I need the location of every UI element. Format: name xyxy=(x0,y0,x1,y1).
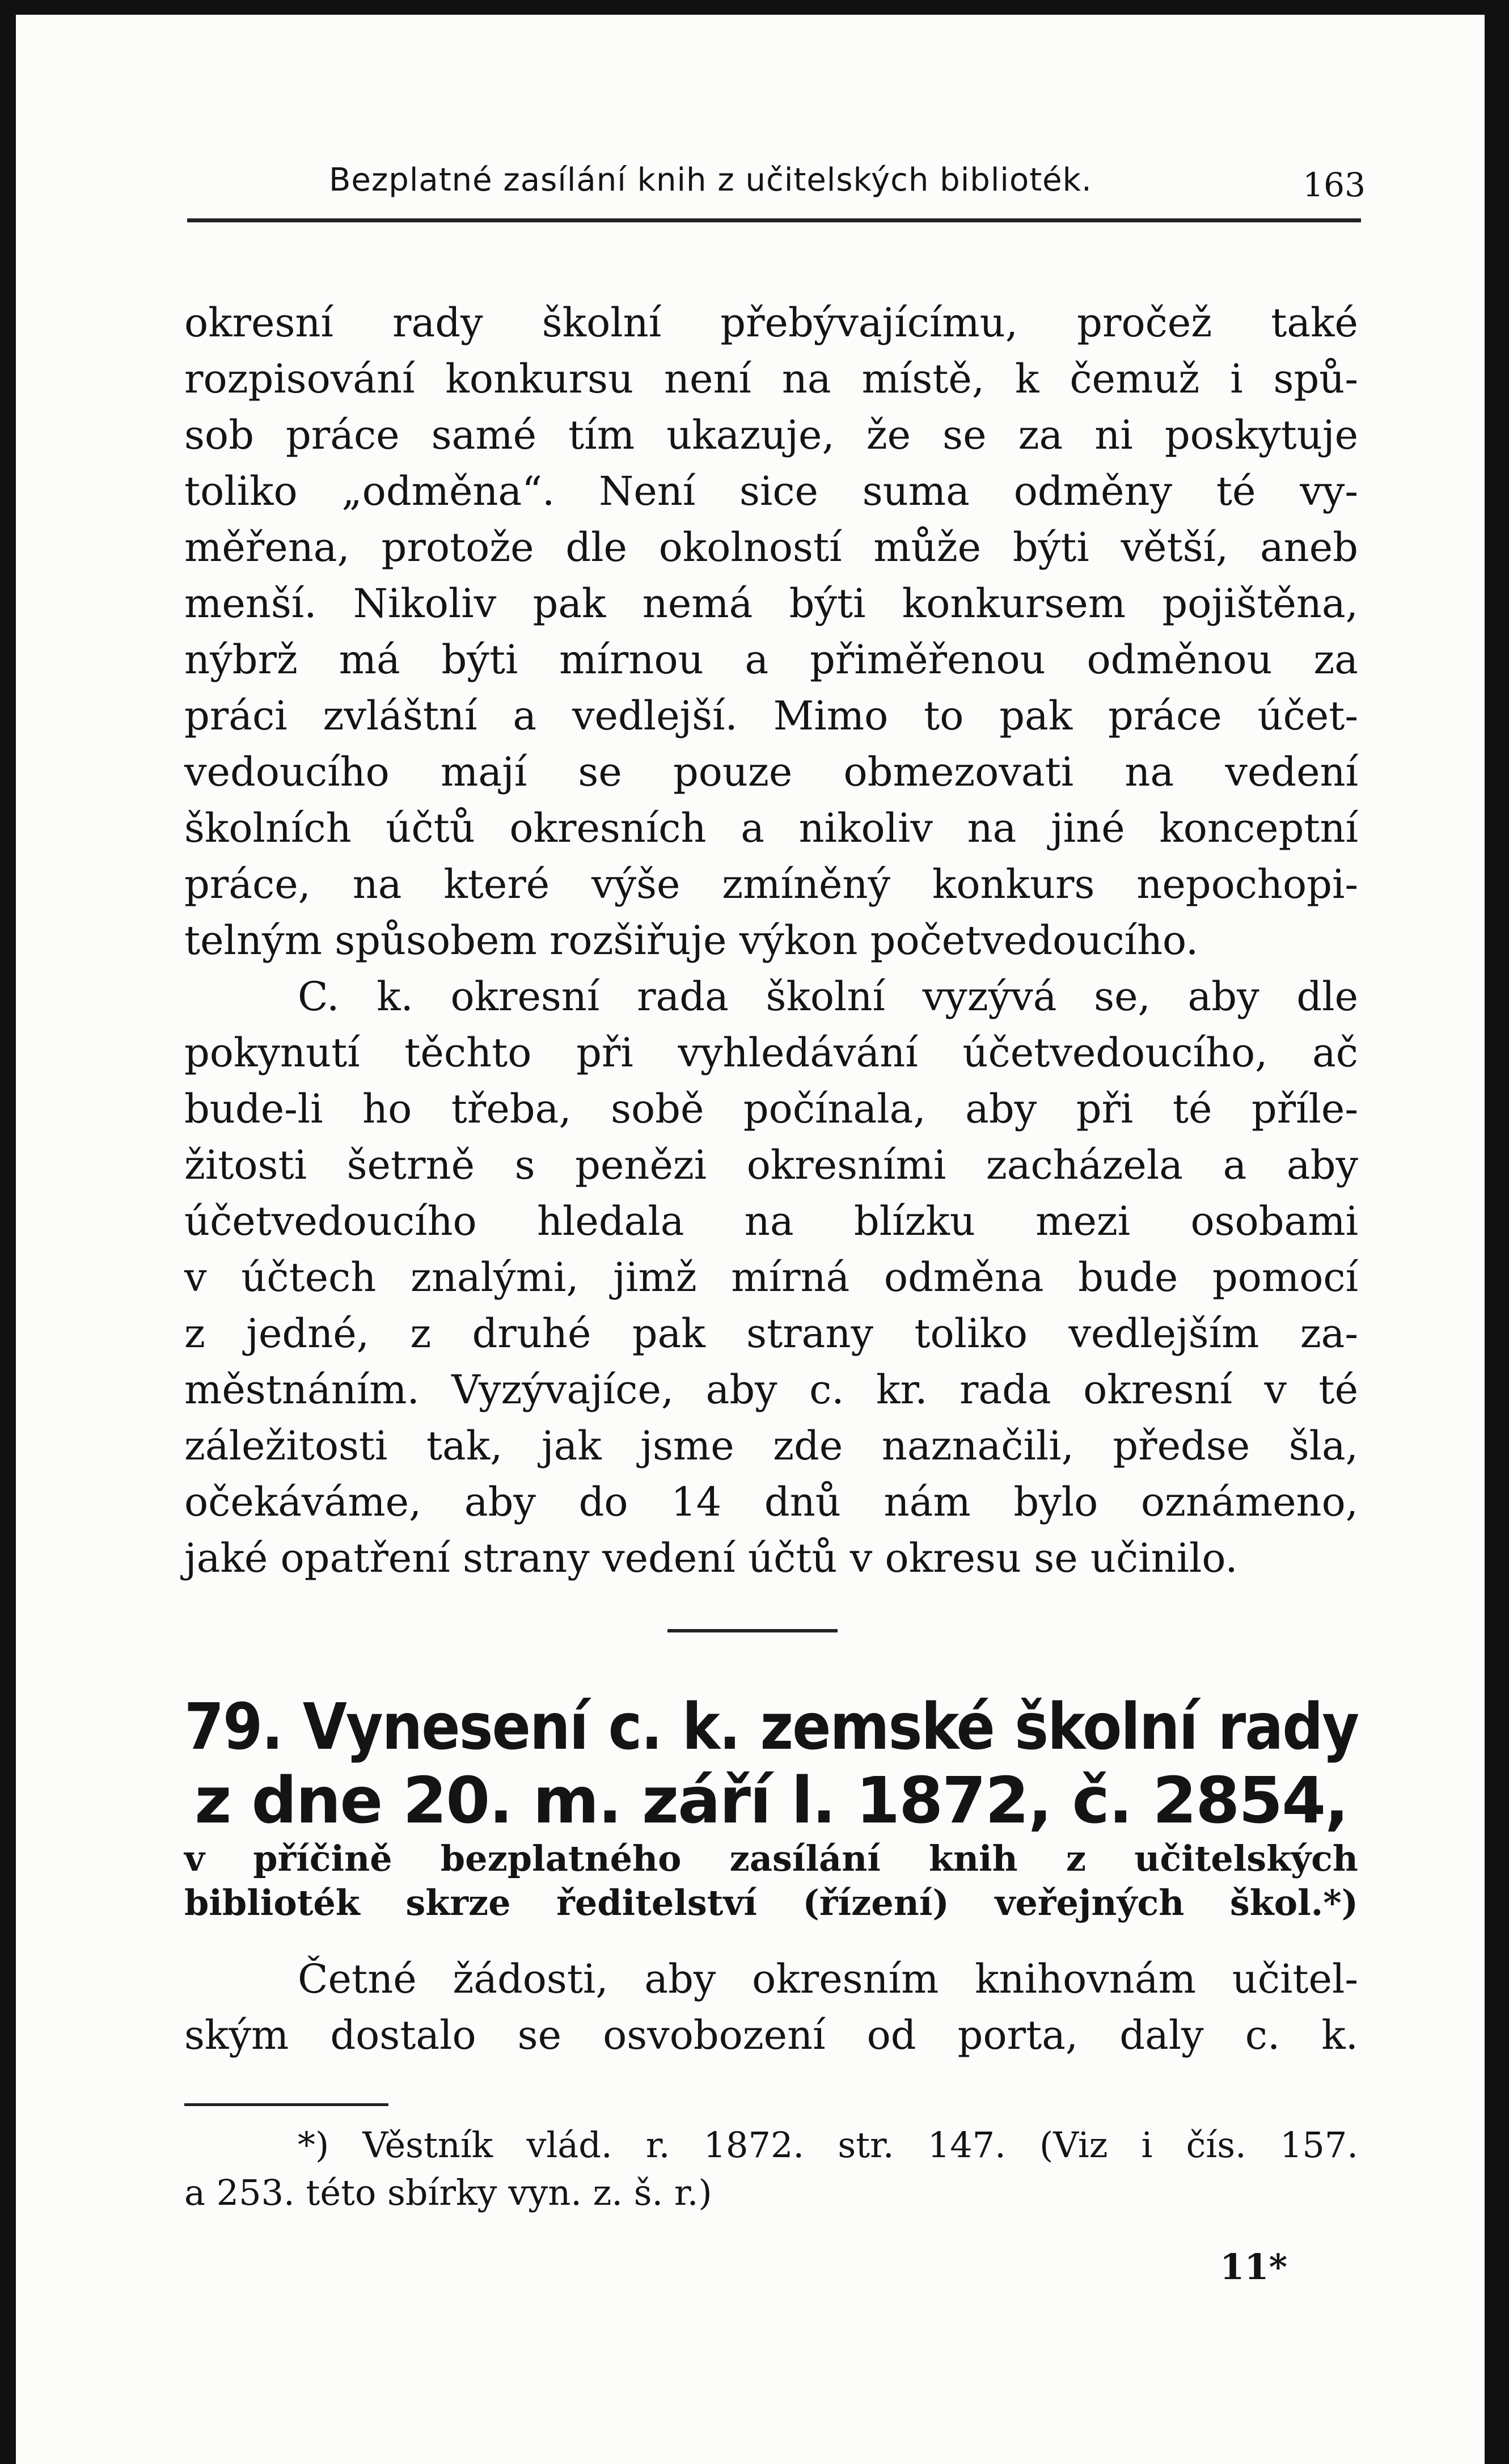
body-line: okresní rady školní přebývajícímu, pročež také xyxy=(184,299,1358,346)
section-heading-line: 79. Vynesení c. k. zemské školní rady xyxy=(184,1690,1358,1764)
section-text-line: Četné žádosti, aby okresním knihovnám učitel- xyxy=(298,1956,1358,2002)
footnote-rule xyxy=(184,2103,388,2106)
body-line: jaké opatření strany vedení účtů v okresu se učinilo. xyxy=(184,1535,1238,1581)
body-line: očekáváme, aby do 14 dnů nám bylo oznámeno, xyxy=(184,1479,1358,1525)
body-line: sob práce samé tím ukazuje, že se za ni poskytuje xyxy=(184,412,1358,458)
body-line: v účtech znalými, jimž mírná odměna bude pomocí xyxy=(184,1254,1358,1301)
section-subheading xyxy=(184,1837,1358,1925)
footnote-line: *) Věstník vlád. r. 1872. str. 147. (Viz i čís. 157. xyxy=(298,2124,1358,2166)
footnote xyxy=(184,2121,1358,2217)
body-line: pokynutí těchto při vyhledávání účetvedoucího, ač xyxy=(184,1030,1358,1076)
scan-border-left xyxy=(0,0,16,2464)
body-line: z jedné, z druhé pak strany toliko vedlejším za- xyxy=(184,1310,1358,1357)
subheading-line: v příčině bezplatného zasílání knih z učitelských xyxy=(184,1838,1358,1879)
body-line: měřena, protože dle okolností může býti větší, aneb xyxy=(184,524,1358,571)
body-line: městnáním. Vyzývajíce, aby c. kr. rada okresní v té xyxy=(184,1366,1358,1413)
section-separator xyxy=(667,1629,838,1632)
body-line: telným spůsobem rozšiřuje výkon početvedoucího. xyxy=(184,917,1199,964)
body-line: menší. Nikoliv pak nemá býti konkursem pojištěna, xyxy=(184,580,1358,627)
body-line: rozpisování konkursu není na místě, k čemuž i spů- xyxy=(184,356,1358,402)
body-line: C. k. okresní rada školní vyzývá se, aby dle xyxy=(298,973,1358,1020)
body-line: vedoucího mají se pouze obmezovati na vedení xyxy=(184,749,1358,795)
signature-mark: 11* xyxy=(1220,2246,1287,2288)
body-line: žitosti šetrně s penězi okresními zacházela a aby xyxy=(184,1142,1358,1188)
subheading-line: biblioték skrze ředitelství (řízení) veřejných škol.*) xyxy=(184,1882,1358,1923)
body-line: bude-li ho třeba, sobě počínala, aby při té příle- xyxy=(184,1086,1358,1132)
running-header: Bezplatné zasílání knih z učitelských biblioték. xyxy=(329,162,1092,199)
body-line: záležitosti tak, jak jsme zde naznačili, předse šla, xyxy=(184,1423,1358,1469)
body-line: toliko „odměna“. Není sice suma odměny té vy- xyxy=(184,468,1358,514)
section-heading-line: z dne 20. m. září l. 1872, č. 2854, xyxy=(195,1764,1348,1838)
scan-border-top xyxy=(0,0,1509,15)
header-rule xyxy=(187,218,1361,222)
scan-border-right xyxy=(1485,0,1509,2464)
body-paragraphs xyxy=(184,295,1358,1587)
page-number: 163 xyxy=(1303,166,1366,204)
section-text-line: ským dostalo se osvobození od porta, daly c. k. xyxy=(184,2012,1358,2058)
body-line: práce, na které výše zmíněný konkurs nepochopi- xyxy=(184,861,1358,908)
body-line: školních účtů okresních a nikoliv na jiné konceptní xyxy=(184,805,1358,851)
body-line: práci zvláštní a vedlejší. Mimo to pak práce účet- xyxy=(184,693,1358,739)
body-line: účetvedoucího hledala na blízku mezi osobami xyxy=(184,1198,1358,1244)
section-text xyxy=(184,1951,1358,2064)
footnote-line: a 253. této sbírky vyn. z. š. r.) xyxy=(184,2172,712,2213)
body-line: nýbrž má býti mírnou a přiměřenou odměnou za xyxy=(184,636,1358,683)
section-heading xyxy=(184,1690,1358,1838)
